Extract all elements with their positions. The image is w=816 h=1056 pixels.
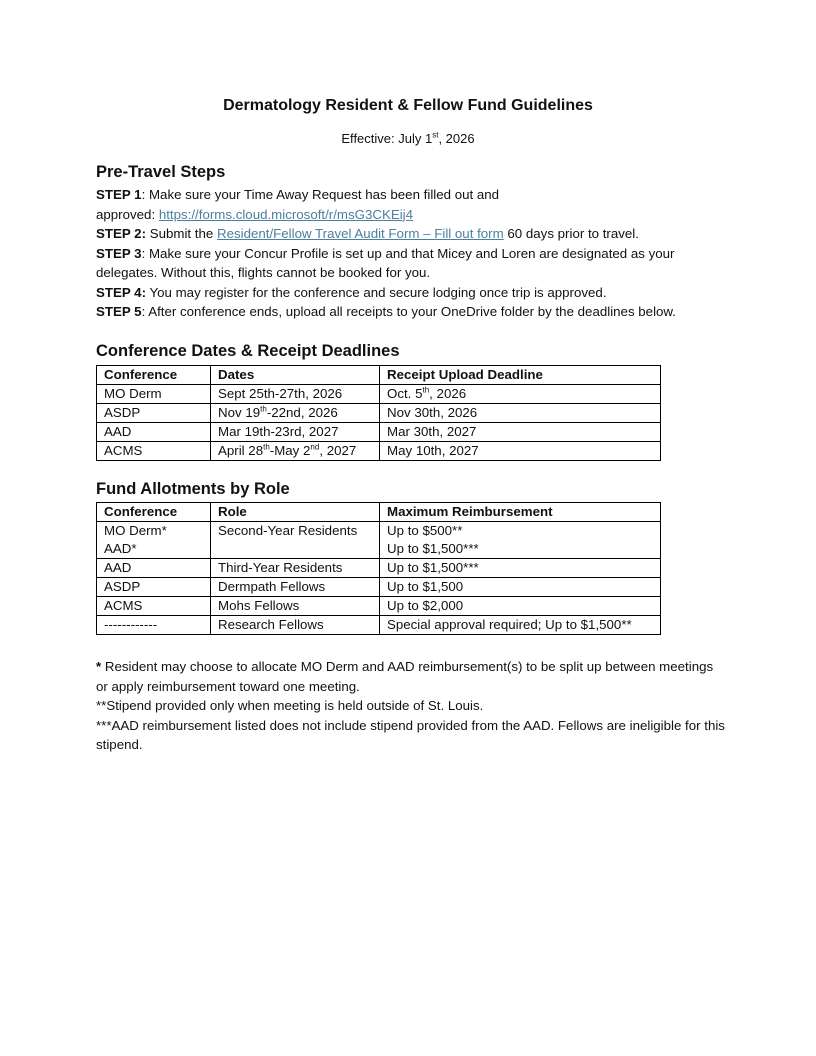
- amount-cell: Up to $1,500***: [380, 559, 661, 578]
- deadline-cell: [380, 385, 661, 404]
- dates-text: Sept 25th-27th, 2026: [218, 386, 343, 401]
- allotments-table: [96, 502, 661, 635]
- step-1-label: STEP 1: [96, 187, 142, 202]
- dates-cell: [211, 442, 380, 461]
- conference-cell: AAD: [97, 559, 211, 578]
- step-2-text-before: Submit the: [146, 226, 217, 241]
- conference-cell: [97, 522, 211, 559]
- travel-audit-form-link[interactable]: Resident/Fellow Travel Audit Form – Fill out form: [216, 226, 504, 241]
- amount-line: Up to $500**: [387, 523, 463, 538]
- footnote-1-text: Resident may choose to allocate MO Derm and AAD reimbursement(s) to be split up between meetings or apply reimbursement toward one meeting.: [96, 659, 714, 694]
- table-row: [97, 597, 661, 616]
- effective-prefix: Effective: July 1: [341, 131, 433, 146]
- table-row: [97, 423, 661, 442]
- conference-line: AAD*: [104, 541, 137, 556]
- step-1-text: : Make sure your Time Away Request has been filled out and: [141, 187, 500, 202]
- step-1-text-2: approved:: [96, 206, 159, 222]
- table-row: [97, 578, 661, 597]
- effective-suffix: , 2026: [438, 131, 475, 146]
- footnote-1: [96, 657, 726, 696]
- step-1: [96, 185, 726, 224]
- footnotes: [96, 657, 726, 755]
- footnote-1-star: *: [96, 659, 102, 674]
- role-cell: Second-Year Residents: [211, 522, 380, 559]
- conference-cell: MO Derm: [97, 385, 211, 404]
- dates-cell: [211, 404, 380, 423]
- column-header: Maximum Reimbursement: [380, 503, 661, 522]
- conference-cell: ACMS: [97, 597, 211, 616]
- table-row: [97, 404, 661, 423]
- step-4-text: You may register for the conference and secure lodging once trip is approved.: [146, 284, 607, 300]
- amount-cell: Up to $2,000: [380, 597, 661, 616]
- column-header: Dates: [211, 366, 380, 385]
- conference-cell: ------------: [97, 616, 211, 635]
- step-2: [96, 224, 726, 244]
- page-title: Dermatology Resident & Fellow Fund Guidelines: [223, 97, 593, 114]
- pre-travel-heading: Pre-Travel Steps: [96, 163, 226, 181]
- step-3-label: STEP 3: [96, 245, 142, 261]
- deadline-text: Nov 30th, 2026: [387, 405, 478, 420]
- step-3: [96, 244, 726, 283]
- pre-travel-steps: [96, 185, 726, 322]
- effective-sup: st: [432, 130, 439, 140]
- amount-cell: [380, 522, 661, 559]
- table-row: [97, 616, 661, 635]
- footnote-3: ***AAD reimbursement listed does not include stipend provided from the AAD. Fellows are ineligible for this stipend.: [96, 717, 725, 752]
- conference-cell: ASDP: [97, 578, 211, 597]
- role-cell: Research Fellows: [211, 616, 380, 635]
- deadline-cell: [380, 404, 661, 423]
- dates-cell: [211, 423, 380, 442]
- deadlines-table: [96, 365, 661, 461]
- conference-cell: ACMS: [97, 442, 211, 461]
- allotments-heading: Fund Allotments by Role: [96, 480, 290, 498]
- deadline-text-end: , 2026: [429, 386, 467, 401]
- dates-sup: th: [263, 442, 270, 452]
- dates-text: April 28: [218, 443, 264, 458]
- column-header: Conference: [97, 503, 211, 522]
- dates-text: Nov 19: [218, 405, 261, 420]
- step-3-text: : Make sure your Concur Profile is set up and that Micey and Loren are designated as your delegates. Without this, flights cannot be booked for you.: [96, 245, 675, 280]
- table-row: [97, 559, 661, 578]
- amount-line: Up to $1,500***: [387, 541, 479, 556]
- conference-line: MO Derm*: [104, 523, 167, 538]
- time-away-request-link[interactable]: https://forms.cloud.microsoft/r/msG3CKEij4: [158, 206, 414, 222]
- footnote-2: **Stipend provided only when meeting is held outside of St. Louis.: [96, 698, 484, 713]
- deadline-cell: [380, 442, 661, 461]
- deadlines-heading: Conference Dates & Receipt Deadlines: [96, 342, 400, 360]
- step-4: [96, 283, 726, 303]
- dates-sup: th: [260, 404, 267, 414]
- step-5-label: STEP 5: [96, 304, 142, 319]
- table-row: [97, 442, 661, 461]
- dates-text: Mar 19th-23rd, 2027: [218, 424, 339, 439]
- table-header-row: [97, 366, 661, 385]
- table-row: [97, 522, 661, 559]
- table-header-row: [97, 503, 661, 522]
- step-5-text: : After conference ends, upload all receipts to your OneDrive folder by the deadlines below.: [141, 304, 676, 319]
- step-2-label: STEP 2:: [96, 226, 147, 241]
- role-cell: Third-Year Residents: [211, 559, 380, 578]
- deadline-text: Oct. 5: [387, 386, 423, 401]
- deadline-text: May 10th, 2027: [387, 443, 479, 458]
- step-5: [96, 302, 726, 322]
- effective-date: [0, 131, 816, 146]
- deadline-sup: th: [422, 385, 430, 395]
- column-header: Role: [211, 503, 380, 522]
- dates-text-end: , 2027: [319, 443, 357, 458]
- conference-cell: ASDP: [97, 404, 211, 423]
- column-header: Receipt Upload Deadline: [380, 366, 661, 385]
- step-2-text-after: 60 days prior to travel.: [503, 226, 639, 241]
- dates-sup-2: nd: [310, 442, 320, 452]
- deadline-text: Mar 30th, 2027: [387, 424, 477, 439]
- column-header: Conference: [97, 366, 211, 385]
- dates-cell: [211, 385, 380, 404]
- amount-cell: Special approval required; Up to $1,500**: [380, 616, 661, 635]
- amount-cell: Up to $1,500: [380, 578, 661, 597]
- role-cell: Dermpath Fellows: [211, 578, 380, 597]
- deadline-cell: [380, 423, 661, 442]
- role-cell: Mohs Fellows: [211, 597, 380, 616]
- step-4-label: STEP 4:: [96, 284, 147, 300]
- conference-cell: AAD: [97, 423, 211, 442]
- table-row: [97, 385, 661, 404]
- dates-text-end: -22nd, 2026: [266, 405, 338, 420]
- dates-text-mid: -May 2: [269, 443, 311, 458]
